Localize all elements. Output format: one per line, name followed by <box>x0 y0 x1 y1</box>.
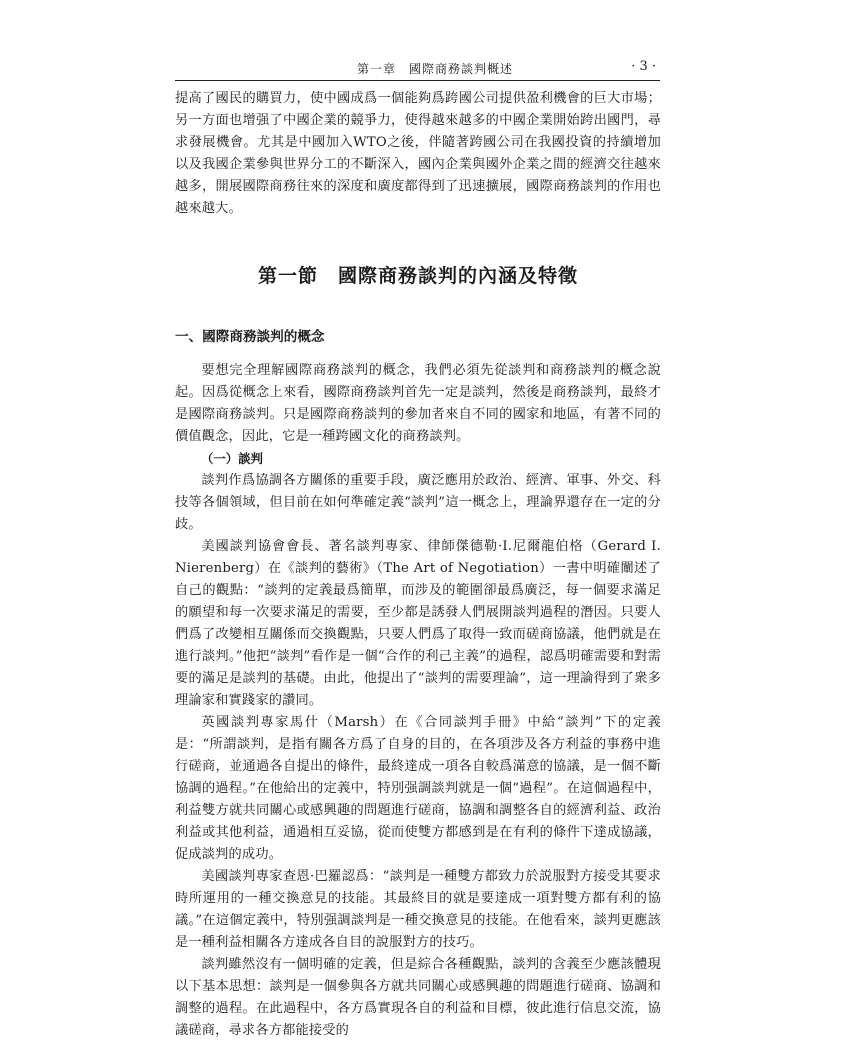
page-body <box>175 88 661 1042</box>
concept-paragraph: 要想完全理解國際商務談判的概念，我們必須先從談判和商務談判的概念說起。因爲從概念上來看，國際商務談判首先一定是談判，然後是商務談判，最終才是國際商務談判。只是國際商務談判的參加者來自不同的國家和地區，有著不同的價值觀念，因此，它是一種跨國文化的商務談判。 <box>175 363 661 444</box>
body-paragraph: 談判作爲協調各方關係的重要手段，廣泛應用於政治、經濟、軍事、外交、科技等各個領域，但目前在如何準確定義“談判”這一概念上，理論界還存在一定的分歧。 <box>175 473 661 532</box>
body-paragraph: 英國談判專家馬什（Marsh）在《合同談判手冊》中給“談判”下的定義是：“所謂談判，是指有關各方爲了自身的目的，在各項涉及各方利益的事務中進行磋商，並通過各自提出的條件，最終達成一項各自較爲滿意的協議，是一個不斷協調的過程。”在他給出的定義中，特別强調談判就是一個“過程”。在這個過程中，利益雙方就共同關心或感興趣的問題進行磋商，協調和調整各自的經濟利益、政治利益或其他利益，通過相互妥協，從而使雙方都感到是在有利的條件下達成協議，促成談判的成功。 <box>175 715 661 862</box>
section-number: 第一節 <box>257 265 318 287</box>
subsection-heading: 一、國際商務談判的概念 <box>175 329 325 345</box>
sub-subsection-heading: （一）談判 <box>201 451 263 466</box>
body-paragraph: 談判雖然沒有一個明確的定義，但是綜合各種觀點，談判的含義至少應該體現以下基本思想：談判是一個參與各方就共同關心或感興趣的問題進行磋商、協調和調整的過程。在此過程中，各方爲實現各自的利益和目標，彼此進行信息交流，協議磋商，尋求各方都能接受的 <box>175 957 661 1038</box>
section-title <box>175 261 661 288</box>
chapter-title: 第一章 國際商務談判概述 <box>357 62 514 76</box>
section-title-text: 國際商務談判的內涵及特徵 <box>338 265 579 287</box>
intro-paragraph: 提高了國民的購買力，使中國成爲一個能夠爲跨國公司提供盈利機會的巨大市場；另一方面也增强了中國企業的競爭力，使得越來越多的中國企業開始跨出國門，尋求發展機會。尤其是中國加入WTO之後，伴隨著跨國公司在我國投資的持續增加以及我國企業參與世界分工的不斷深入，國內企業與國外企業之間的經濟交往越來越多，開展國際商務往來的深度和廣度都得到了迅速擴展，國際商務談判的作用也越來越大。 <box>175 91 661 216</box>
running-header <box>175 56 660 81</box>
body-paragraph: 美國談判專家查恩·巴羅認爲：“談判是一種雙方都致力於説服對方接受其要求時所運用的一種交換意見的技能。其最終目的就是要達成一項對雙方都有利的協議。”在這個定義中，特別强調談判是一種交換意見的技能。在他看來，談判更應該是一種利益相關各方達成各自目的說服對方的技巧。 <box>175 869 661 950</box>
body-paragraph: 美國談判協會會長、著名談判專家、律師傑德勒·I.尼爾龍伯格（Gerard I. Nierenberg）在《談判的藝術》（The Art of Negotiation）一書中明確闡述了自己的觀點：“談判的定義最爲簡單，而涉及的範圍卻最爲廣泛，每一個要求滿足的願望和每一次要求滿足的需要，至少都是誘發人們展開談判過程的潛因。只要人們爲了改變相互關係而交換觀點，只要人們爲了取得一致而磋商協議，他們就是在進行談判。”他把“談判”看作是一個“合作的利己主義”的過程，認爲明確需要和對需要的滿足是談判的基礎。由此，他提出了“談判的需要理論”，這一理論得到了衆多理論家和實踐家的讚同。 <box>175 539 661 708</box>
page-number: · 3 · <box>631 59 656 74</box>
